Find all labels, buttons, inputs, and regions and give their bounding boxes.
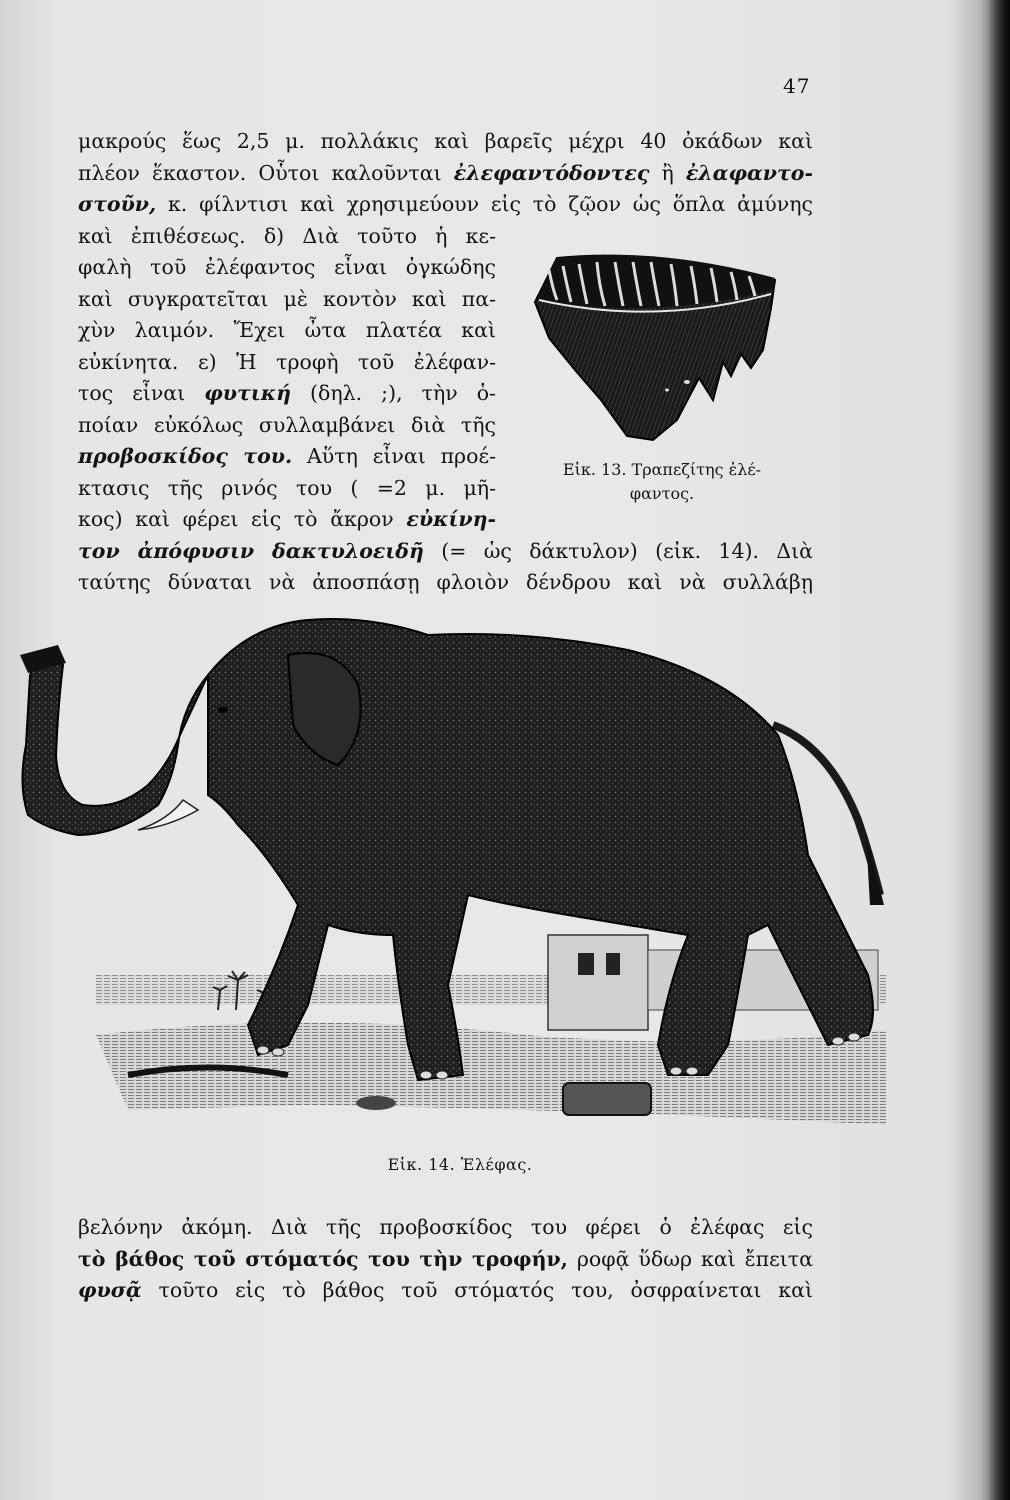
emphasized-text: ἐλαφαντο-	[685, 160, 813, 185]
paragraph-bottom	[78, 1212, 813, 1307]
text-segment: Αὕτη εἶναι προέ-	[292, 444, 497, 468]
text-segment: πλέον ἕκαστον. Οὗτοι καλοῦνται	[78, 160, 454, 185]
text-segment: ποίαν εὐκόλως συλλαμβάνει διὰ τῆς	[78, 412, 496, 437]
text-segment: βελόνην ἀκόμη. Διὰ τῆς προβοσκίδος του φέρει ὁ ἐλέφας εἰς	[78, 1215, 813, 1239]
paragraph-top	[78, 126, 813, 221]
text-line	[78, 1275, 813, 1307]
emphasized-text: τὸ βάθος τοῦ στόματός του τὴν τροφήν,	[78, 1246, 568, 1271]
text-segment: κος) καὶ φέρει εἰς τὸ ἄκρον	[78, 507, 407, 531]
text-segment: τος εἶναι	[78, 381, 205, 405]
figure-13-caption-line-1: Εἰκ. 13. Τραπεζίτης ἐλέ-	[562, 460, 762, 479]
figure-13-caption	[527, 458, 797, 506]
paragraph-continuation	[78, 536, 813, 599]
page-number: 47	[783, 74, 811, 98]
text-line	[78, 252, 496, 284]
text-line	[78, 189, 813, 221]
figure-13-molar-illustration	[527, 250, 783, 445]
text-line	[78, 315, 496, 347]
text-line	[78, 378, 496, 410]
text-line	[78, 473, 496, 505]
text-line	[78, 504, 496, 536]
text-line	[78, 347, 496, 379]
text-segment: τοῦτο εἰς τὸ βάθος τοῦ στόματός του, ὀσφραίνεται καὶ	[141, 1278, 813, 1302]
figure-14-caption: Εἰκ. 14. Ἐλέφας.	[387, 1155, 533, 1174]
emphasized-text: φυτική	[204, 381, 291, 405]
text-segment: καὶ ἐπιθέσεως. δ) Διὰ τοῦτο ἡ κε-	[78, 223, 496, 248]
text-line	[78, 158, 813, 190]
text-segment: καὶ συγκρατεῖται μὲ κοντὸν καὶ πα-	[78, 286, 496, 311]
emphasized-text: ἐλεφαντόδοντες	[453, 160, 650, 185]
text-line	[78, 1212, 813, 1244]
text-line	[78, 536, 813, 568]
text-segment: (δηλ. ;), τὴν ὁ-	[290, 381, 496, 405]
text-segment: κτασις τῆς ρινός του ( =2 μ. μῆ-	[78, 475, 496, 500]
text-line	[78, 284, 496, 316]
text-line	[78, 410, 496, 442]
text-line	[78, 441, 496, 473]
text-segment: ἢ	[649, 160, 686, 185]
emphasized-text: φυσᾷ	[78, 1278, 142, 1302]
text-line	[78, 567, 813, 599]
text-line	[78, 1244, 813, 1276]
figure-13-caption-line-2: φαντος.	[629, 484, 695, 503]
emphasized-text: στοῦν,	[78, 192, 157, 216]
text-segment: εὐκίνητα. ε) Ἡ τροφὴ τοῦ ἐλέφαν-	[78, 349, 496, 374]
emphasized-text: προβοσκίδος του.	[78, 444, 293, 468]
text-segment: κ. φίλντισι καὶ χρησιμεύουν εἰς τὸ ζῷον ὡς ὅπλα ἀμύνης	[156, 192, 813, 216]
text-segment: ροφᾷ ὕδωρ καὶ ἔπειτα	[567, 1246, 813, 1271]
text-segment: χὺν λαιμόν. Ἔχει ὦτα πλατέα καὶ	[78, 318, 496, 342]
figure-14-elephant-illustration	[8, 605, 888, 1140]
text-segment: ταύτης δύναται νὰ ἀποσπάσῃ φλοιὸν δένδρου καὶ νὰ συλλάβῃ	[78, 570, 813, 594]
text-line	[78, 221, 496, 253]
emphasized-text: τον ἀπόφυσιν δακτυλοειδῆ	[78, 538, 424, 563]
text-line	[78, 126, 813, 158]
page-edge-shadow	[988, 0, 1010, 1500]
text-segment: μακρούς ἕως 2,5 μ. πολλάκις καὶ βαρεῖς μέχρι 40 ὀκάδων καὶ	[78, 129, 813, 153]
text-segment: (= ὡς δάκτυλον) (εἰκ. 14). Διὰ	[423, 538, 813, 563]
emphasized-text: εὐκίνη-	[406, 507, 496, 531]
text-segment: φαλὴ τοῦ ἐλέφαντος εἶναι ὀγκώδης	[78, 255, 496, 279]
